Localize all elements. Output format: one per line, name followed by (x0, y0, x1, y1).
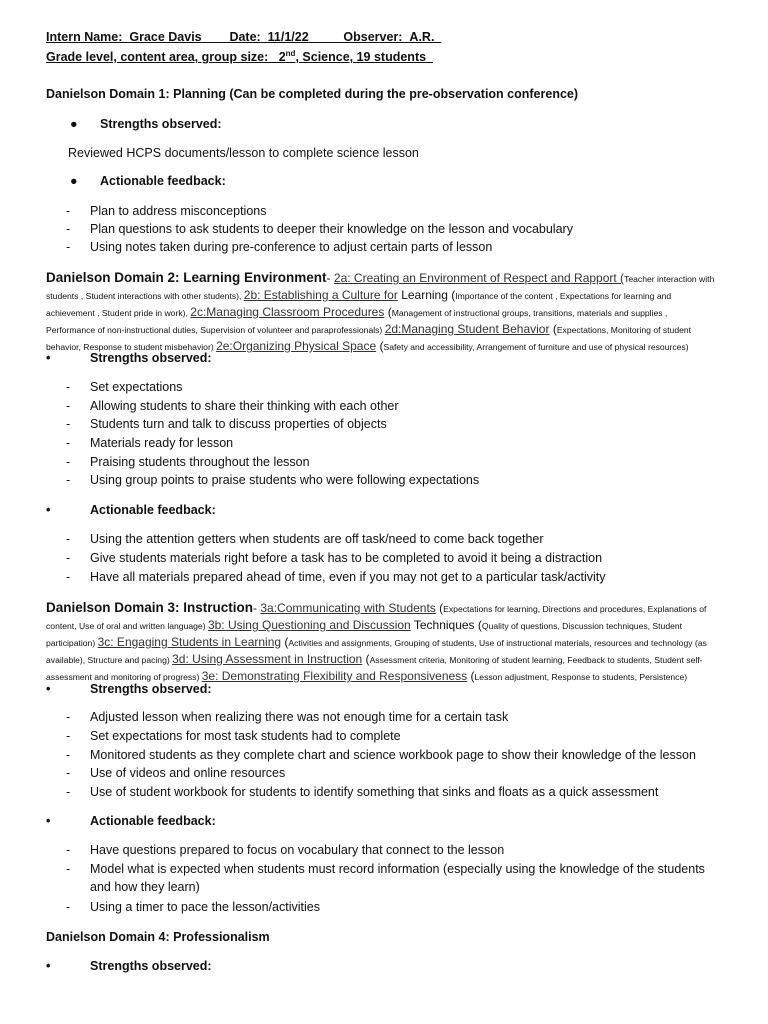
strengths-label: Strengths observed: (90, 959, 212, 973)
link-2a[interactable]: 2a: Creating an Environment of Respect and Rapport ( (333, 271, 625, 285)
text-3d: ( (362, 652, 370, 666)
domain2-title: Danielson Domain 2: Learning Environment (46, 270, 327, 285)
domain1-title: Danielson Domain 1: Planning (Can be completed during the pre-observation conference) (46, 87, 579, 101)
bullet-icon: • (46, 503, 51, 517)
observer-value: A.R. (409, 30, 435, 44)
domain4-strengths-heading (46, 959, 212, 973)
text-3b: Techniques ( (410, 618, 482, 632)
domain2-description (46, 270, 718, 355)
link-3e[interactable]: 3e: Demonstrating Flexibility and Responsiveness (201, 669, 468, 683)
list-item (66, 748, 696, 762)
domain1-feedback-heading (70, 174, 226, 188)
dash-marker: - (66, 222, 71, 236)
list-item (66, 399, 399, 413)
link-2e[interactable]: 2e:Organizing Physical Space (216, 339, 377, 353)
list-item (66, 417, 387, 431)
strengths-label: Strengths observed: (90, 351, 212, 365)
list-item (66, 240, 492, 254)
list-item (66, 862, 705, 876)
feedback-label: Actionable feedback: (100, 174, 226, 188)
text-2c: ( (384, 305, 392, 319)
desc-3a: Expectations for learning, Directions and procedures, Explanations of content, Use of oral and written language) (46, 604, 707, 631)
dash-marker: - (66, 843, 71, 857)
dash-marker: - (66, 748, 71, 762)
dash-marker: - (66, 473, 71, 487)
grade-row (46, 49, 433, 64)
list-item (66, 729, 401, 743)
feedback-label: Actionable feedback: (90, 503, 216, 517)
dash-marker: - (66, 380, 71, 394)
bullet-icon: • (46, 959, 51, 973)
list-item-text: Adjusted lesson when realizing there was not enough time for a certain task (90, 710, 509, 724)
dash-marker: - (66, 729, 71, 743)
dash-marker: - (66, 417, 71, 431)
intern-label: Intern Name: (46, 30, 123, 44)
text-3a: ( (435, 601, 444, 615)
list-item-text: Model what is expected when students must record information (especially using the knowledge of the students (90, 862, 705, 876)
list-item-text: Materials ready for lesson (90, 436, 234, 450)
desc-2a: Teacher interaction with students , Student interactions with other students), (46, 274, 715, 301)
list-item (66, 380, 182, 394)
domain3-strengths-heading (46, 682, 212, 696)
list-item (66, 436, 233, 450)
grade-label: Grade level, content area, group size: (46, 50, 269, 65)
list-item-text: Praising students throughout the lesson (90, 455, 310, 469)
desc-3d: Assessment criteria, Monitoring of student learning, Feedback to students, Student self-assessment and monitoring of progress) (46, 655, 703, 682)
list-item-text: Students turn and talk to discuss properties of objects (90, 417, 387, 431)
grade-value: 2 (278, 50, 286, 65)
link-3c[interactable]: 3c: Engaging Students in Learning (97, 635, 282, 649)
separator: - (326, 271, 334, 285)
list-item-text: Use of videos and online resources (90, 766, 286, 780)
desc-3c: Activities and assignments, Grouping of students, Use of instructional materials, resources and technology (as available), Structure and pacing) (46, 638, 707, 665)
dash-marker: - (66, 766, 71, 780)
list-item (66, 551, 602, 565)
list-item-text: Use of student workbook for students to identify something that sinks and floats as a quick assessment (90, 785, 659, 799)
desc-2b: Importance of the content , Expectations for learning and achievement , Student pride in work), (46, 291, 672, 318)
link-3a[interactable]: 3a:Communicating with Students (260, 601, 436, 615)
dash-marker: - (66, 455, 71, 469)
observer-label: Observer: (343, 30, 403, 44)
dash-marker: - (66, 862, 71, 876)
list-item-text: Allowing students to share their thinking with each other (90, 399, 399, 413)
list-item (66, 222, 573, 236)
link-2d[interactable]: 2d:Managing Student Behavior (384, 322, 550, 336)
grade-superscript: nd (285, 49, 296, 58)
text-3c: ( (281, 635, 289, 649)
list-item-text: Plan questions to ask students to deeper their knowledge on the lesson and vocabulary (90, 222, 573, 236)
link-3d[interactable]: 3d: Using Assessment in Instruction (172, 652, 363, 666)
text-2b: Learning ( (397, 288, 456, 302)
intern-header-row (46, 30, 441, 44)
dash-marker: - (66, 551, 71, 565)
list-item (66, 532, 544, 546)
list-item-text: Plan to address misconceptions (90, 204, 267, 218)
strengths-label: Strengths observed: (100, 117, 222, 131)
dash-marker: - (66, 204, 71, 218)
list-item-text: Using a timer to pace the lesson/activities (90, 900, 320, 914)
list-item (66, 473, 479, 487)
intern-name: Grace Davis (129, 30, 202, 44)
strengths-label: Strengths observed: (90, 682, 212, 696)
grade-value-rest: , Science, 19 students (295, 50, 427, 65)
dash-marker: - (66, 900, 71, 914)
bullet-dot-icon: ● (70, 174, 78, 188)
list-item-text: Using group points to praise students who were following expectations (90, 473, 480, 487)
text-3e: ( (467, 669, 475, 683)
link-2b[interactable]: 2b: Establishing a Culture for (243, 288, 398, 302)
dash-marker: - (66, 785, 71, 799)
domain1-strengths-heading (70, 117, 222, 131)
desc-2c: Management of instructional groups, transitions, materials and supplies , Performance of non-instructional duties, Supervision of volunteer and paraprofessionals) (46, 308, 668, 335)
domain3-description (46, 600, 718, 685)
desc-3b: Quality of questions, Discussion techniques, Student participation) (46, 621, 683, 648)
list-item (66, 570, 606, 584)
bullet-icon: • (46, 351, 51, 365)
dash-marker: - (66, 532, 71, 546)
list-item-continuation: and how they learn) (90, 880, 200, 894)
list-item-text: Set expectations for most task students had to complete (90, 729, 401, 743)
list-item-text: Have all materials prepared ahead of time, even if you may not get to a particular task/activity (90, 570, 606, 584)
separator: - (253, 601, 261, 615)
dash-marker: - (66, 436, 71, 450)
link-3b[interactable]: 3b: Using Questioning and Discussion (207, 618, 411, 632)
bullet-icon: • (46, 682, 51, 696)
feedback-label: Actionable feedback: (90, 814, 216, 828)
date-value: 11/1/22 (267, 30, 309, 44)
link-2c[interactable]: 2c:Managing Classroom Procedures (190, 305, 385, 319)
bullet-icon: • (46, 814, 51, 828)
list-item-text: Using the attention getters when students are off task/need to come back together (90, 532, 544, 546)
dash-marker: - (66, 710, 71, 724)
list-item (66, 710, 508, 724)
desc-2e: Safety and accessibility, Arrangement of furniture and use of physical resources) (383, 342, 689, 352)
list-item (66, 204, 266, 218)
list-item-text: Give students materials right before a task has to be completed to avoid it being a distraction (90, 551, 603, 565)
list-item (66, 455, 310, 469)
desc-2d: Expectations, Monitoring of student behavior, Response to student misbehavior) (46, 325, 692, 352)
domain3-feedback-heading (46, 814, 216, 828)
desc-3e: Lesson adjustment, Response to students, Persistence) (474, 672, 688, 682)
dash-marker: - (66, 399, 71, 413)
text-2d: ( (549, 322, 557, 336)
list-item (66, 766, 285, 780)
domain1-strengths-text: Reviewed HCPS documents/lesson to complete science lesson (68, 146, 419, 160)
list-item (66, 843, 504, 857)
dash-marker: - (66, 570, 71, 584)
domain2-feedback-heading (46, 503, 216, 517)
list-item-text: Monitored students as they complete chart and science workbook page to show their knowledge of the lesson (90, 748, 696, 762)
domain2-strengths-heading (46, 351, 212, 365)
domain4-title: Danielson Domain 4: Professionalism (46, 930, 270, 944)
text-2e: ( (376, 339, 384, 353)
date-label: Date: (229, 30, 261, 44)
dash-marker: - (66, 240, 71, 254)
bullet-dot-icon: ● (70, 117, 78, 131)
domain3-title: Danielson Domain 3: Instruction (46, 600, 254, 615)
list-item-text: Set expectations (90, 380, 183, 394)
list-item (66, 785, 658, 799)
list-item-text: Using notes taken during pre-conference to adjust certain parts of lesson (90, 240, 493, 254)
list-item (66, 900, 320, 914)
list-item-text: Have questions prepared to focus on vocabulary that connect to the lesson (90, 843, 505, 857)
